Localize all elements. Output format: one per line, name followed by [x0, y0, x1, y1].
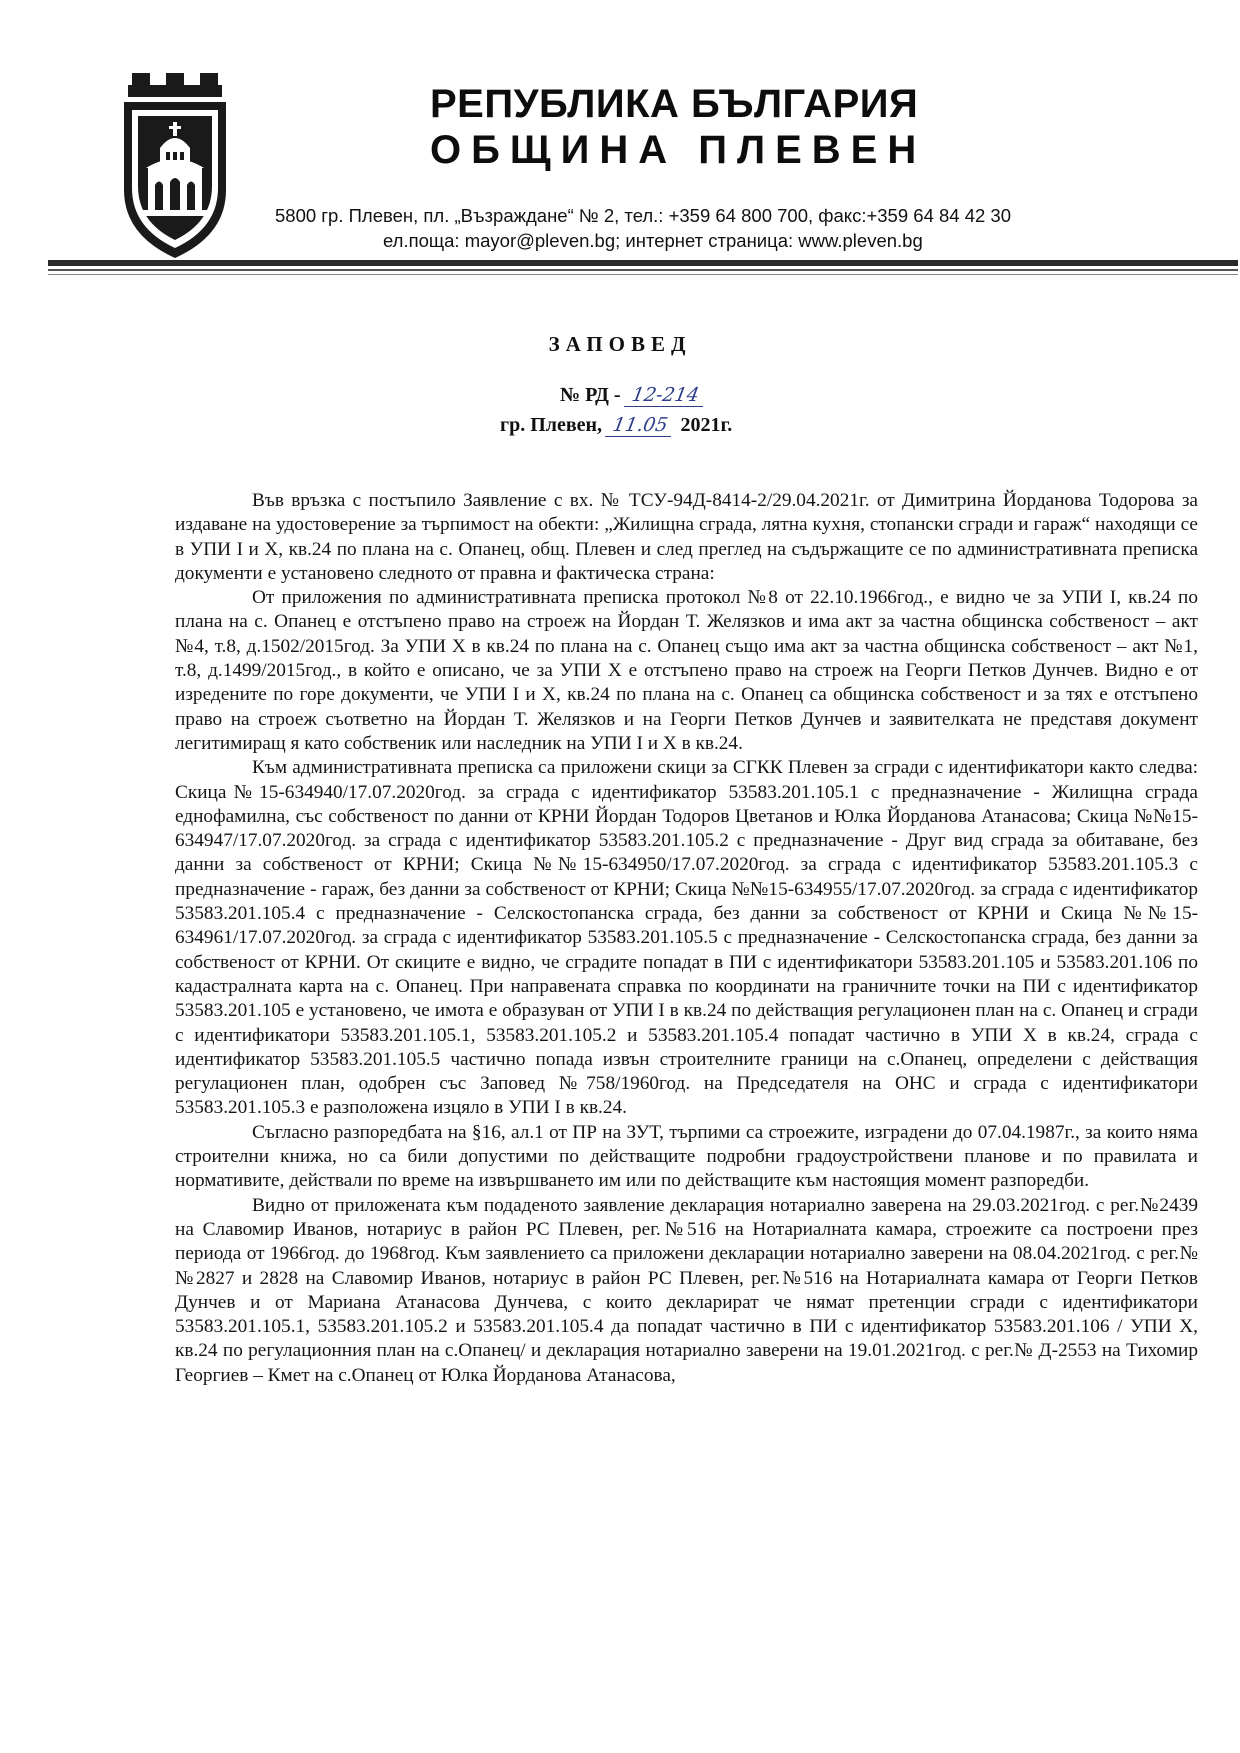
- header-divider-thin: [48, 269, 1238, 271]
- paragraph-sketches: Към административната преписка са приложени скици за СГКК Плевен за сгради с идентификатори както следва: Скица№15-634940/17.07.2020год. за сграда с идентификатор 53583.201.105.1 с предназначение - Жилищна сграда еднофамилна, със собственост по данни от КРНИ Йордан Тодоров Цветанов и Юлка Йорданова Атанасова; Скица №№15-634947/17.07.2020год. за сграда с идентификатор 53583.201.105.2 с предназначение - Друг вид сграда за обитаване, без данни за собственост от КРНИ; Скица №№15-634950/17.07.2020год. за сграда с идентификатор 53583.201.105.3 с предназначение - гараж, без данни за собственост от КРНИ; Скица №№15-634955/17.07.2020год. за сграда с идентификатор 53583.201.105.4 с предназначение - Селскостопанска сграда, без данни за собственост от КРНИ и Скица №№15-634961/17.07.2020год. за сграда с идентификатор 53583.201.105.5 с предназначение - Селскостопанска сграда, без данни за собственост от КРНИ. От скиците е видно, че сградите попадат в ПИ с идентификатори 53583.201.105 и 53583.201.106 по кадастралната карта на с. Опанец. При направената справка по координати на граничните точки на ПИ с идентификатор 53583.201.105 е установено, че имота е образуван от УПИ I в кв.24 по действащия регулационен план на с. Опанец и сгради с идентификатори 53583.201.105.1, 53583.201.105.2 и 53583.201.105.4 попадат частично в УПИ X в кв.24, сграда с идентификатор 53583.201.105.5 частично попада извън строителните граници на с.Опанец, определени с действащия регулационен план, одобрен със Заповед №758/1960год. на Председателя на ОНС и сграда с идентификатори 53583.201.105.3 е разположена изцяло в УПИ I в кв.24.: [175, 757, 1198, 1119]
- paragraph-legal-basis: Съгласно разпоредбата на §16, ал.1 от ПР на ЗУТ, търпими са строежите, изградени до 07.04.1987г., за които няма строителни книжа, но са били допустими по действащите подробни градоустройствени планове и по правилата и нормативите, действали по време на извършването им или по действащите към настоящия момент разпоредби.: [175, 1121, 1198, 1192]
- order-place-date: [500, 414, 732, 437]
- handwritten-date: 11.05: [605, 414, 675, 437]
- country-title: РЕПУБЛИКА БЪЛГАРИЯ: [430, 82, 919, 126]
- handwritten-order-number: 12-214: [624, 384, 707, 407]
- document-title: ЗАПОВЕД: [548, 332, 692, 356]
- email-web-line: ел.поща: mayor@pleven.bg; интернет страница: www.pleven.bg: [383, 230, 923, 251]
- paragraph-application: Във връзка с постъпило Заявление с вх. № ТСУ-94Д-8414-2/29.04.2021г. от Димитрина Йорданова Тодорова за издаване на удостоверение за търпимост на обекти: „Жилищна сграда, лятна кухня, стопански сгради и гараж“ находящи се в УПИ I и X, кв.24 по плана на с. Опанец, общ. Плевен и след преглед на съдържащите се по административната преписка документи е установено следното от правна и фактическа страна:: [175, 490, 1198, 584]
- city-prefix: гр. Плевен,: [500, 414, 603, 436]
- letterhead: [0, 0, 1240, 290]
- order-number-prefix: № РД -: [560, 384, 621, 406]
- address-line: 5800 гр. Плевен, пл. „Възраждане“ № 2, тел.: +359 64 800 700, факс:+359 64 84 42 30: [275, 205, 1012, 226]
- document-body: [175, 489, 1198, 1388]
- year-suffix: 2021г.: [680, 414, 733, 436]
- pleven-coat-of-arms-icon: [120, 70, 230, 260]
- header-divider: [48, 260, 1238, 266]
- paragraph-protocol: От приложения по административната преписка протокол №8 от 22.10.1966год., е видно че за УПИ I, кв.24 по плана на с. Опанец е отстъпено право на строеж на Йордан Т. Желязков и има акт за частна общинска собственост – акт №4, т.8, д.1502/2015год. За УПИ X в кв.24 по плана на с. Опанец също има акт за частна общинска собственост – акт №1, т.8, д.1499/2015год., в който е описано, че за УПИ X е отстъпено право на строеж на Георги Петков Дунчев. Видно е от изредените по горе документи, че УПИ I и X, кв.24 по плана на с. Опанец са общинска собственост и за тях е отстъпено право на строеж съответно на Йордан Т. Желязков и на Георги Петков Дунчев и заявителката не представя документ легитимиращ я като собственик или наследник на УПИ I и X в кв.24.: [175, 587, 1198, 754]
- paragraph-declarations: Видно от приложената към подаденото заявление декларация нотариално заверена на 29.03.2021год. с рег.№2439 на Славомир Иванов, нотариус в район РС Плевен, рег.№516 на Нотариалната камара, строежите са построени през периода от 1966год. до 1968год. Към заявлението са приложени декларации нотариално заверени на 08.04.2021год. с рег.№№2827 и 2828 на Славомир Иванов, нотариус в район РС Плевен, рег.№516 на Нотариалната камара от Георги Петков Дунчев и от Мариана Атанасова Дунчева, с които декларират че нямат претенции сгради с идентификатори 53583.201.105.1, 53583.201.105.2 и 53583.201.105.4 да попадат частично в ПИ с идентификатор 53583.201.106 / УПИ X, кв.24 по регулационния план на с.Опанец/ и декларация нотариално заверени на 19.01.2021год. с рег.№ Д-2553 на Тихомир Георгиев – Кмет на с.Опанец от Юлка Йорданова Атанасова,: [175, 1194, 1198, 1386]
- order-number: [560, 384, 706, 407]
- header-divider-hairline: [48, 274, 1238, 275]
- municipality-title: ОБЩИНА ПЛЕВЕН: [430, 128, 927, 172]
